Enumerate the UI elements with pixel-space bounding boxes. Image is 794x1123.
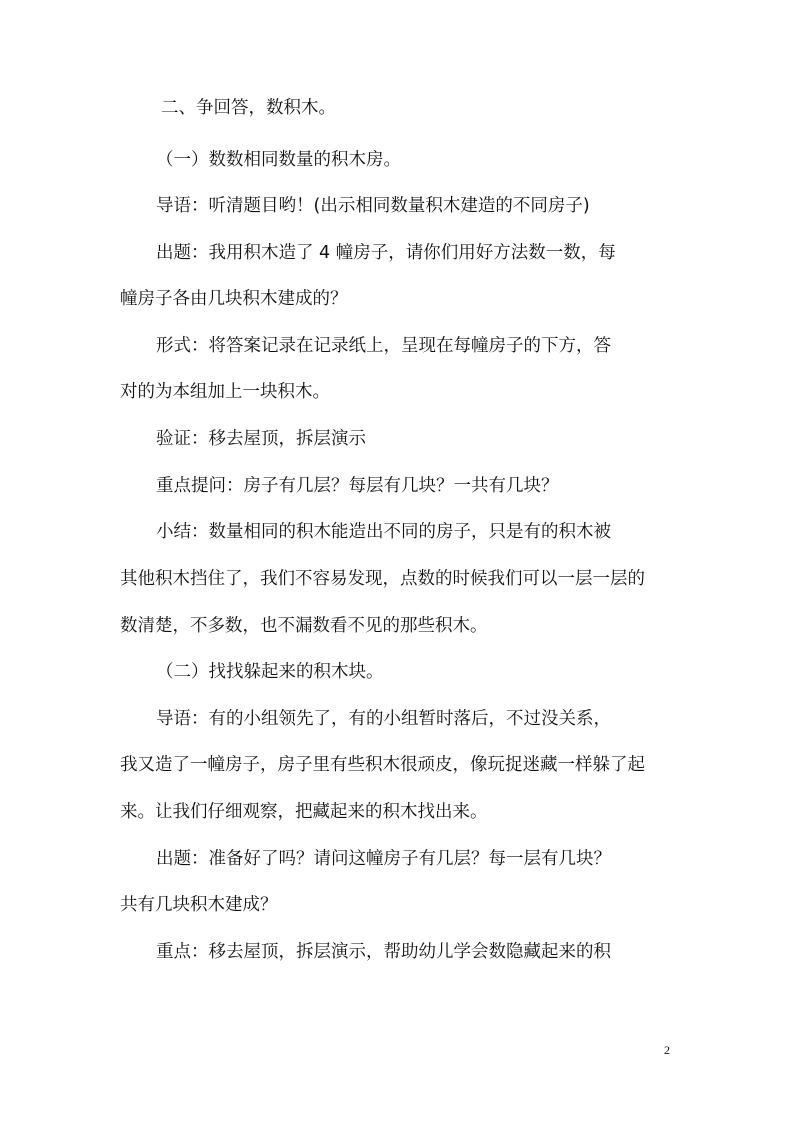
- paragraph-line: 出题：准备好了吗？请问这幢房子有几层？每一层有几块？: [156, 849, 611, 869]
- subsection-heading: （二）找找躲起来的积木块。: [156, 662, 384, 682]
- paragraph-line: 重点提问：房子有几层？每层有几块？一共有几块？: [156, 476, 559, 496]
- paragraph-line: 出题：我用积木造了 4 幢房子，请你们用好方法数一数，每: [156, 243, 616, 263]
- paragraph-line: 导语：有的小组领先了，有的小组暂时落后，不过没关系，: [156, 709, 611, 729]
- paragraph-line: 幢房子各由几块积木建成的？: [120, 289, 348, 309]
- section-heading: 二、争回答，数积木。: [161, 98, 336, 118]
- paragraph-line: 小结：数量相同的积木能造出不同的房子，只是有的积木被: [156, 522, 611, 542]
- paragraph-line: 导语：听清题目哟！(出示相同数量积木建造的不同房子): [156, 196, 590, 216]
- subsection-heading: （一）数数相同数量的积木房。: [156, 150, 401, 170]
- paragraph-line: 验证：移去屋顶，拆层演示: [156, 429, 366, 449]
- paragraph-line: 形式：将答案记录在记录纸上，呈现在每幢房子的下方，答: [156, 336, 611, 356]
- paragraph-line: 数清楚，不多数，也不漏数看不见的那些积木。: [120, 616, 488, 636]
- paragraph-line: 重点：移去屋顶，拆层演示，帮助幼儿学会数隐藏起来的积: [156, 942, 611, 962]
- paragraph-line: 共有几块积木建成？: [120, 895, 278, 915]
- paragraph-line: 来。让我们仔细观察，把藏起来的积木找出来。: [120, 802, 488, 822]
- paragraph-line: 对的为本组加上一块积木。: [120, 382, 330, 402]
- paragraph-line: 我又造了一幢房子，房子里有些积木很顽皮，像玩捉迷藏一样躲了起: [120, 755, 645, 775]
- paragraph-line: 其他积木挡住了，我们不容易发现，点数的时候我们可以一层一层的: [120, 569, 645, 589]
- page-number: 2: [664, 1043, 670, 1057]
